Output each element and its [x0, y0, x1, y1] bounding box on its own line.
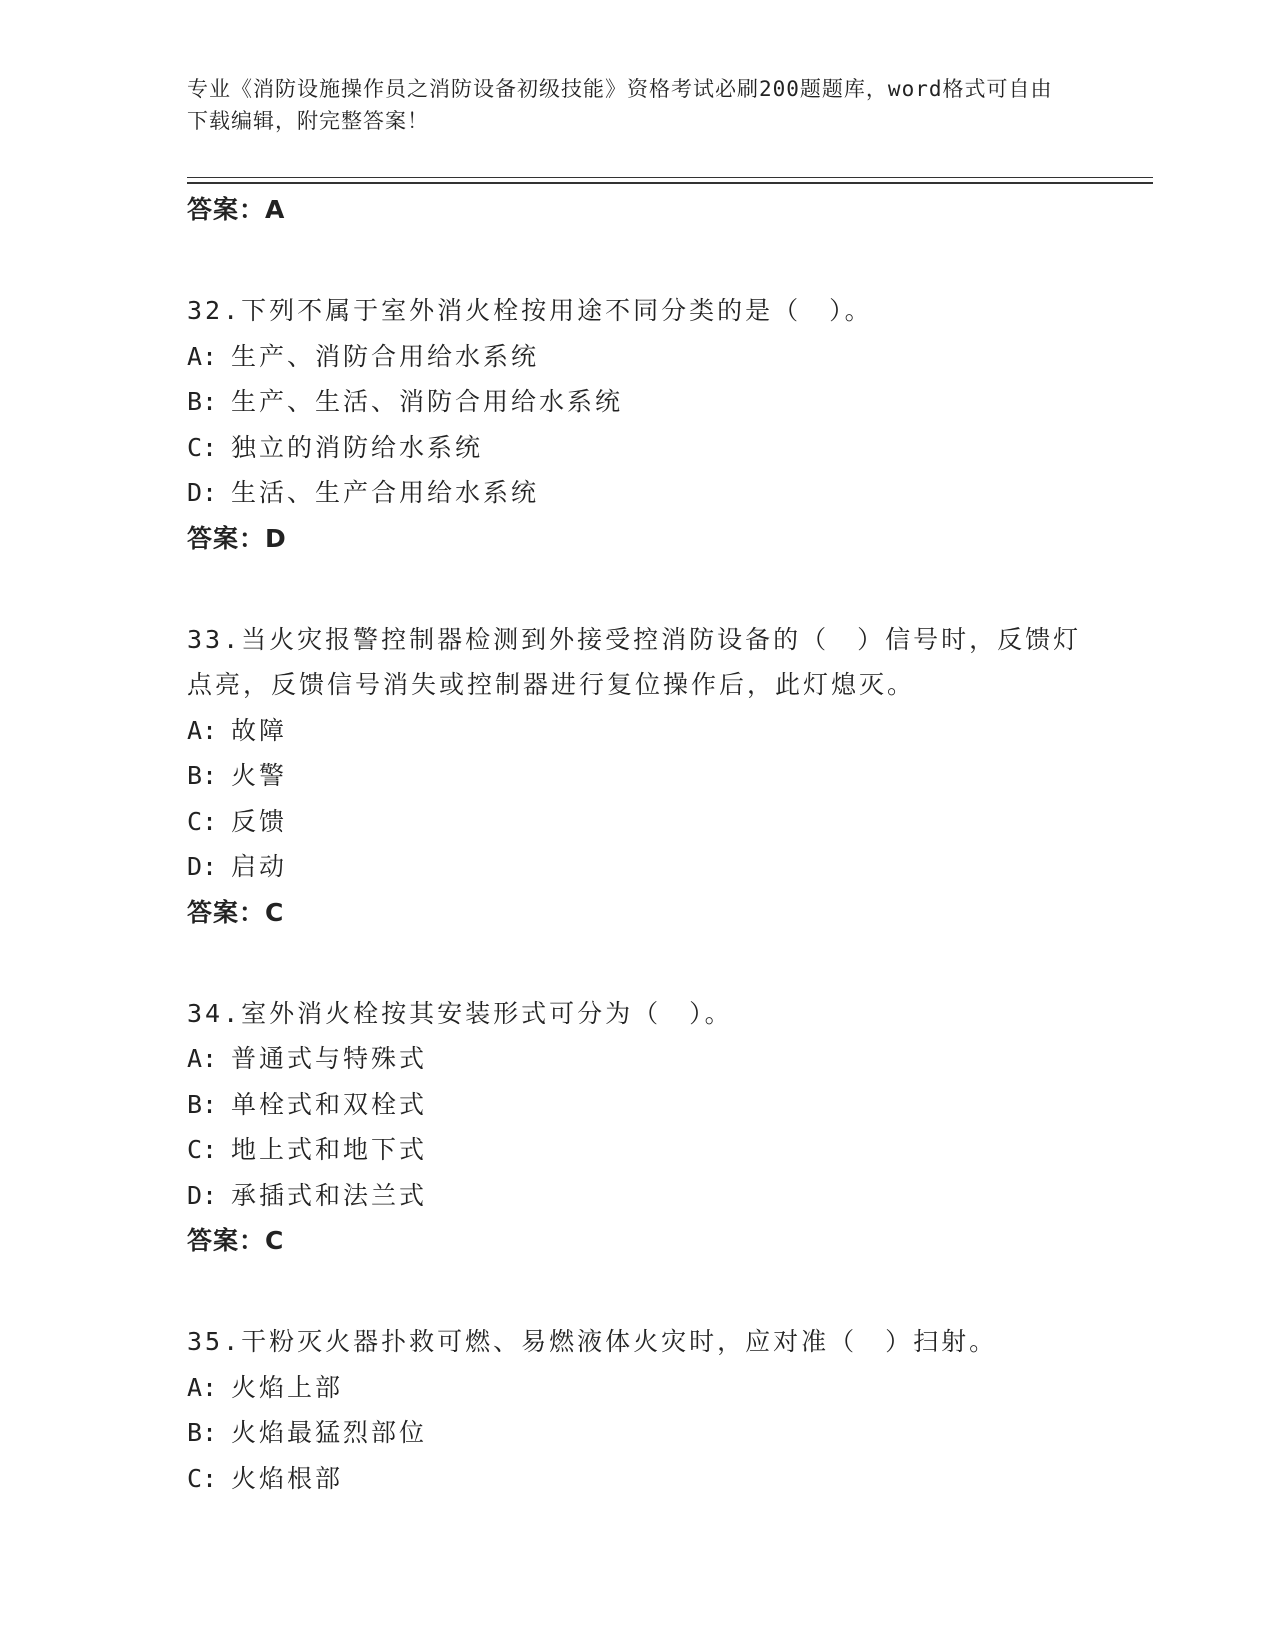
option-letter: D:: [187, 1180, 218, 1210]
option-c: [187, 1456, 1087, 1502]
option-c: [187, 425, 1087, 471]
document-header: 专业《消防设施操作员之消防设备初级技能》资格考试必刷200题题库，word格式可自由下载编辑，附完整答案！: [187, 77, 1053, 133]
option-c: [187, 1127, 1087, 1173]
previous-answer: 答案：A: [187, 195, 286, 224]
option-text: 地上式和地下式: [231, 1135, 428, 1164]
question-text: 34.室外消火栓按其安装形式可分为（ ）。: [187, 998, 733, 1028]
option-letter: A:: [187, 1044, 218, 1073]
question-34: [187, 991, 1087, 1265]
option-letter: B:: [187, 1089, 218, 1119]
option-d: [187, 470, 1087, 516]
option-a: [187, 1036, 1087, 1082]
option-text: 生活、生产合用给水系统: [231, 478, 540, 507]
option-text: 单栓式和双栓式: [231, 1089, 428, 1119]
option-d: [187, 844, 1087, 890]
option-letter: B:: [187, 761, 218, 790]
option-text: 普通式与特殊式: [231, 1044, 428, 1073]
option-d: [187, 1173, 1087, 1219]
option-text: 火焰最猛烈部位: [231, 1418, 428, 1447]
option-text: 启动: [231, 852, 288, 881]
option-text: 生产、生活、消防合用给水系统: [231, 387, 624, 416]
option-text: 故障: [231, 715, 288, 745]
option-a: [187, 708, 1087, 754]
option-letter: D:: [187, 852, 218, 881]
option-c: [187, 799, 1087, 845]
answer: 答案：C: [187, 1226, 285, 1255]
option-text: 火焰上部: [231, 1372, 344, 1402]
option-b: [187, 753, 1087, 799]
question-text: 32.下列不属于室外消火栓按用途不同分类的是（ ）。: [187, 296, 873, 325]
option-a: [187, 1365, 1087, 1411]
option-b: [187, 1082, 1087, 1128]
option-letter: D:: [187, 478, 218, 507]
option-letter: A:: [187, 341, 218, 371]
question-text: 33.当火灾报警控制器检测到外接受控消防设备的（ ）信号时，反馈灯点亮，反馈信号消失或控制器进行复位操作后，此灯熄灭。: [187, 624, 1082, 699]
option-text: 生产、消防合用给水系统: [231, 341, 540, 371]
option-text: 火焰根部: [231, 1463, 344, 1493]
option-text: 反馈: [231, 806, 288, 836]
option-b: [187, 379, 1087, 425]
option-letter: C:: [187, 1463, 218, 1493]
option-b: [187, 1410, 1087, 1456]
question-32: [187, 288, 1087, 562]
header-divider-thin: [187, 177, 1153, 178]
answer: 答案：D: [187, 523, 287, 553]
option-letter: C:: [187, 432, 218, 462]
option-text: 独立的消防给水系统: [231, 432, 484, 462]
question-35: [187, 1319, 1087, 1501]
header-divider-thick: [187, 182, 1153, 184]
option-a: [187, 334, 1087, 380]
option-letter: C:: [187, 806, 218, 836]
option-letter: A:: [187, 715, 218, 745]
option-text: 火警: [231, 761, 288, 790]
option-text: 承插式和法兰式: [231, 1180, 428, 1210]
question-33: [187, 617, 1087, 936]
question-text: 35.干粉灭火器扑救可燃、易燃液体火灾时，应对准（ ）扫射。: [187, 1327, 998, 1356]
option-letter: B:: [187, 1418, 218, 1447]
option-letter: A:: [187, 1372, 218, 1402]
question-list: [187, 187, 1087, 1501]
option-letter: C:: [187, 1135, 218, 1164]
answer: 答案：C: [187, 897, 285, 927]
option-letter: B:: [187, 387, 218, 416]
